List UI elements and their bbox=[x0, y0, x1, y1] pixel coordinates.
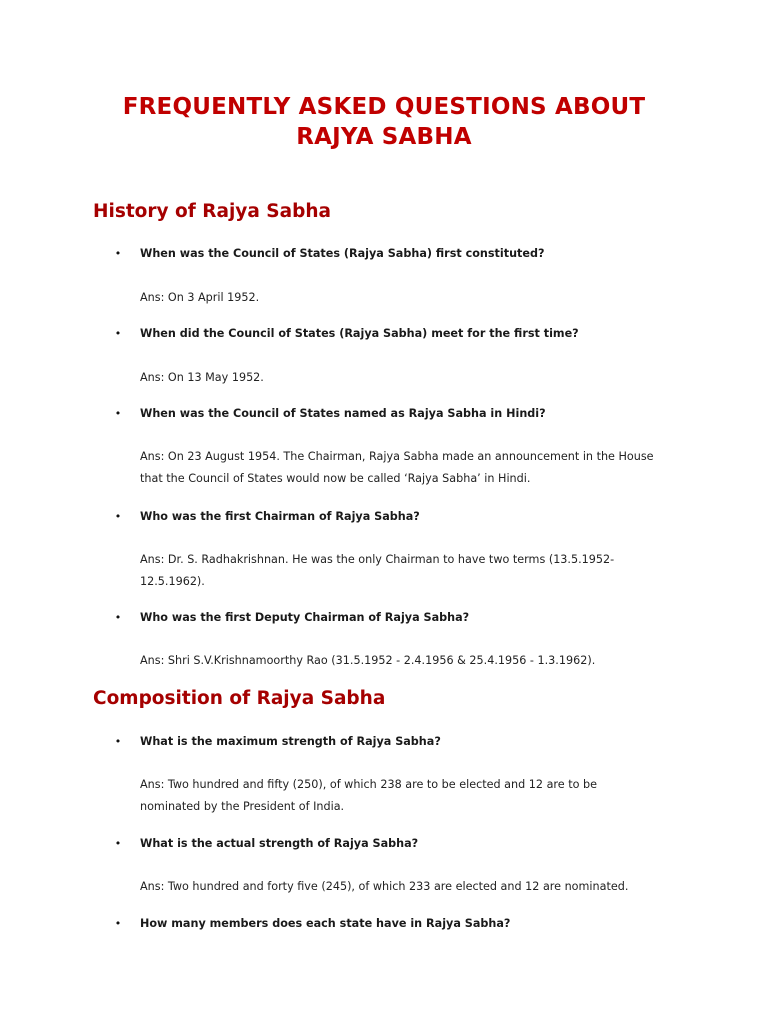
answer-composition-2: Ans: Two hundred and forty five (245), of which 233 are elected and 12 are nominated. bbox=[140, 880, 629, 893]
bullet: • bbox=[114, 735, 122, 748]
answer-history-4: Ans: Dr. S. Radhakrishnan. He was the only Chairman to have two terms (13.5.1952-12.5.1962). bbox=[140, 553, 615, 588]
question-history-2: When did the Council of States (Rajya Sabha) meet for the first time? bbox=[140, 327, 579, 340]
answer-history-2: Ans: On 13 May 1952. bbox=[140, 371, 264, 384]
answer-history-5: Ans: Shri S.V.Krishnamoorthy Rao (31.5.1952 - 2.4.1956 & 25.4.1956 - 1.3.1962). bbox=[140, 654, 596, 667]
question-history-4: Who was the first Chairman of Rajya Sabha? bbox=[140, 510, 420, 523]
bullet: • bbox=[114, 510, 122, 523]
question-history-5: Who was the first Deputy Chairman of Rajya Sabha? bbox=[140, 611, 470, 624]
answer-composition-1: Ans: Two hundred and fifty (250), of which 238 are to be elected and 12 are to be nominated by the President of India. bbox=[140, 778, 597, 813]
bullet: • bbox=[114, 247, 122, 260]
document-title bbox=[0, 92, 768, 152]
title-line-2: RAJYA SABHA bbox=[296, 124, 472, 150]
title-line-1: FREQUENTLY ASKED QUESTIONS ABOUT bbox=[122, 94, 646, 120]
bullet: • bbox=[114, 407, 122, 420]
answer-history-3: Ans: On 23 August 1954. The Chairman, Rajya Sabha made an announcement in the House that the Council of States would now be called ‘Rajya Sabha’ in Hindi. bbox=[140, 450, 654, 485]
question-composition-2: What is the actual strength of Rajya Sabha? bbox=[140, 837, 419, 850]
question-history-1: When was the Council of States (Rajya Sabha) first constituted? bbox=[140, 247, 545, 260]
section-heading-history: History of Rajya Sabha bbox=[93, 201, 331, 222]
bullet: • bbox=[114, 327, 122, 340]
section-heading-composition: Composition of Rajya Sabha bbox=[93, 688, 386, 709]
question-composition-3: How many members does each state have in Rajya Sabha? bbox=[140, 917, 511, 930]
bullet: • bbox=[114, 917, 122, 930]
question-composition-1: What is the maximum strength of Rajya Sabha? bbox=[140, 735, 441, 748]
answer-history-1: Ans: On 3 April 1952. bbox=[140, 291, 260, 304]
question-history-3: When was the Council of States named as Rajya Sabha in Hindi? bbox=[140, 407, 546, 420]
bullet: • bbox=[114, 611, 122, 624]
bullet: • bbox=[114, 837, 122, 850]
